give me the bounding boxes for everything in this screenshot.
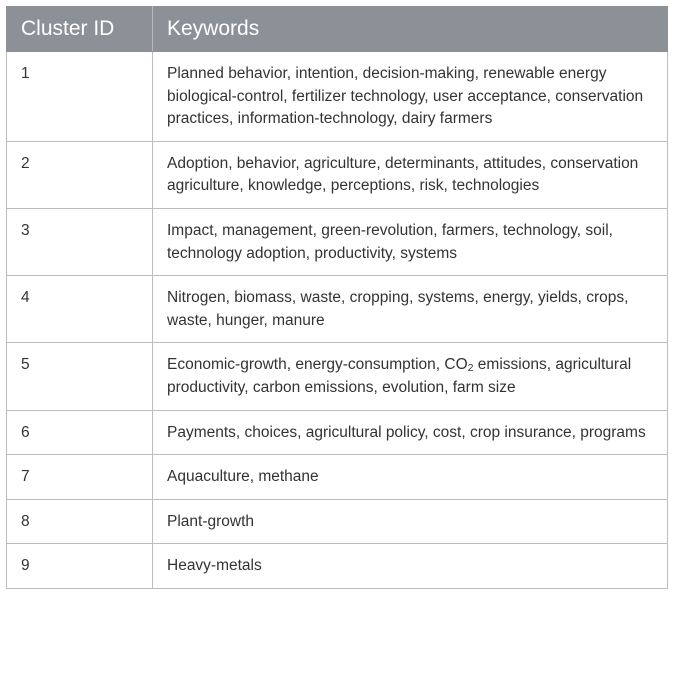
- cluster-id-cell: 7: [7, 455, 153, 500]
- keywords-cell: Plant-growth: [153, 499, 668, 544]
- keywords-cell: Nitrogen, biomass, waste, cropping, systems, energy, yields, crops, waste, hunger, manure: [153, 276, 668, 343]
- cluster-id-cell: 3: [7, 208, 153, 275]
- table-header: [7, 7, 668, 52]
- table-row: [7, 499, 668, 544]
- header-row: [7, 7, 668, 52]
- table-row: [7, 410, 668, 455]
- keywords-cell: Aquaculture, methane: [153, 455, 668, 500]
- table-row: [7, 141, 668, 208]
- keywords-cell: Adoption, behavior, agriculture, determinants, attitudes, conservation agriculture, knowledge, perceptions, risk, technologies: [153, 141, 668, 208]
- keywords-cell: Planned behavior, intention, decision-making, renewable energy biological-control, fertilizer technology, user acceptance, conservation practices, information-technology, dairy farmers: [153, 52, 668, 142]
- keywords-text-after-subscript: emissions, agricultural productivity, carbon emissions, evolution, farm size: [167, 356, 632, 396]
- cluster-id-cell: 1: [7, 52, 153, 142]
- keywords-cell: Payments, choices, agricultural policy, cost, crop insurance, programs: [153, 410, 668, 455]
- cluster-id-cell: 2: [7, 141, 153, 208]
- cluster-id-cell: 5: [7, 343, 153, 410]
- header-keywords: Keywords: [153, 7, 668, 52]
- cluster-id-cell: 8: [7, 499, 153, 544]
- keywords-cell: Heavy-metals: [153, 544, 668, 589]
- header-cluster-id: Cluster ID: [7, 7, 153, 52]
- table-row: [7, 455, 668, 500]
- cluster-keywords-table-container: [6, 6, 667, 589]
- cluster-id-cell: 6: [7, 410, 153, 455]
- cluster-id-cell: 4: [7, 276, 153, 343]
- table-row: [7, 276, 668, 343]
- table-row: [7, 208, 668, 275]
- cluster-id-cell: 9: [7, 544, 153, 589]
- keywords-text-before-subscript: Economic-growth, energy-consumption, CO: [167, 356, 468, 374]
- keywords-cell: [153, 343, 668, 410]
- table-row: [7, 343, 668, 410]
- table-row: [7, 52, 668, 142]
- cluster-keywords-table: [6, 6, 668, 589]
- keywords-cell: Impact, management, green-revolution, farmers, technology, soil, technology adoption, productivity, systems: [153, 208, 668, 275]
- table-body: [7, 52, 668, 589]
- co2-subscript: 2: [467, 362, 474, 375]
- table-row: [7, 544, 668, 589]
